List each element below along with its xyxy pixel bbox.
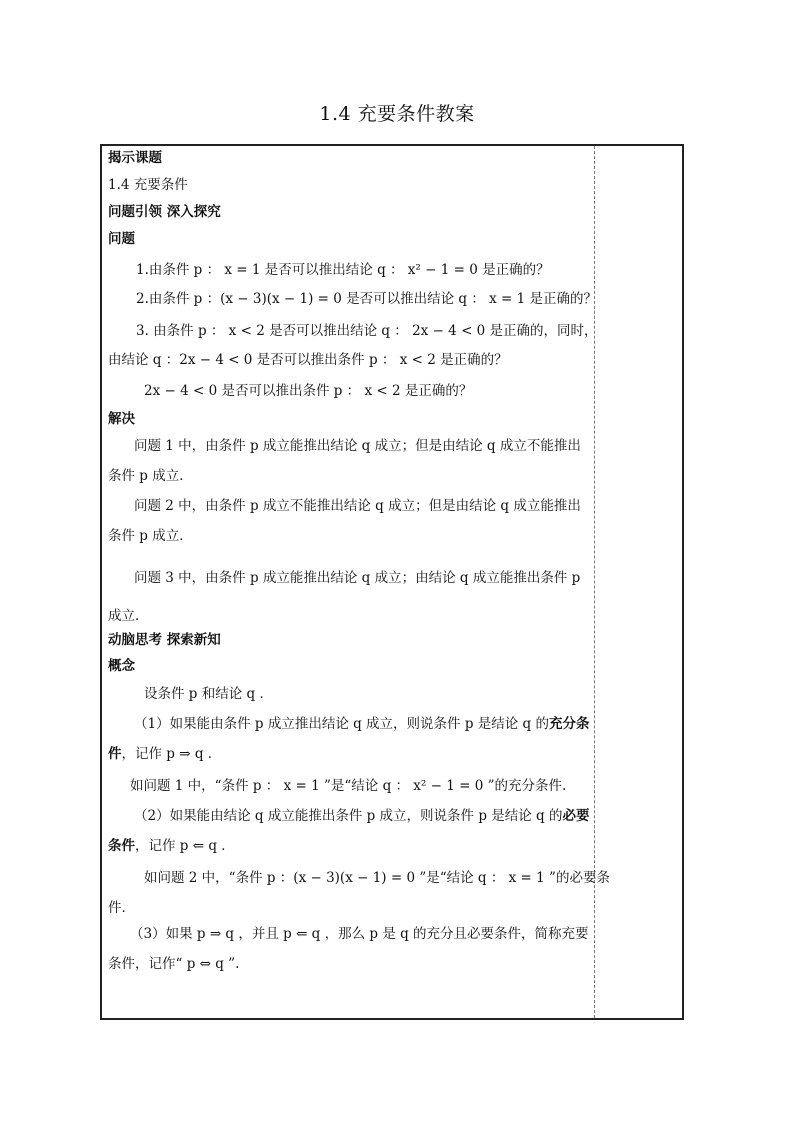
example-necessary: 如问题 2 中，“条件 p ：(x − 3)(x − 1) = 0 ”是“结论 q ： x = 1 ”的必要条 [144, 870, 610, 886]
term-sufficient-a: 充分条 [549, 716, 590, 732]
solution-1-continued: 条件 p 成立． [108, 468, 193, 484]
concept-sufficient-text: （1）如果能由条件 p 成立推出结论 q 成立，则说条件 p 是结论 q 的 [134, 716, 549, 732]
concept-necessary-sufficient-continued: 条件，记作“ p ⇔ q ”. [108, 956, 240, 972]
term-sufficient-b: 件 [108, 746, 122, 762]
question-2: 2.由条件 p ：(x − 3)(x − 1) = 0 是否可以推出结论 q ： x = 1 是正确的？ [136, 291, 598, 307]
term-necessary-a: 必要 [562, 808, 590, 824]
question-3: 3. 由条件 p ： x < 2 是否可以推出结论 q ： 2x − 4 < 0 是正确的，同时， [136, 323, 598, 339]
concept-necessary-continued [108, 836, 235, 856]
solution-1: 问题 1 中，由条件 p 成立能推出结论 q 成立；但是由结论 q 成立不能推出 [134, 438, 581, 454]
page-title: 1.4 充要条件教案 [319, 103, 475, 125]
concept-sufficient [134, 714, 590, 734]
topic-text: 1.4 充要条件 [108, 177, 188, 193]
section-heading-thinking: 动脑思考 探索新知 [108, 632, 221, 648]
concept-sufficient-continued [108, 744, 221, 764]
lesson-table [100, 144, 684, 1020]
solution-2-continued: 条件 p 成立． [108, 528, 193, 544]
solution-3-continued: 成立． [108, 608, 149, 624]
sub-heading-solution: 解决 [108, 411, 135, 427]
question-3-extra: 2x − 4 < 0 是否可以推出条件 p ： x < 2 是正确的？ [144, 383, 473, 399]
example-necessary-continued: 件． [108, 900, 135, 916]
sub-heading-concept: 概念 [108, 658, 135, 674]
concept-necessary-sufficient: （3）如果 p ⇒ q ，并且 p ⇐ q ，那么 p 是 q 的充分且必要条件，简称充要 [130, 926, 589, 942]
question-1: 1.由条件 p ： x = 1 是否可以推出结论 q ： x² − 1 = 0 是正确的？ [136, 262, 550, 278]
concept-necessary-text: （2）如果能由结论 q 成立能推出条件 p 成立，则说条件 p 是结论 q 的 [134, 808, 563, 824]
term-necessary-b: 条件 [108, 838, 135, 854]
notation-necessary: ，记作 p ⇐ q ． [135, 838, 235, 854]
concept-intro: 设条件 p 和结论 q ． [144, 686, 273, 702]
section-heading-topic: 揭示课题 [108, 150, 162, 166]
question-3-continued: 由结论 q ：2x − 4 < 0 是否可以推出条件 p ： x < 2 是正确的？ [108, 352, 508, 368]
concept-necessary [134, 806, 590, 826]
example-sufficient: 如问题 1 中，“条件 p ： x = 1 ”是“结论 q ： x² − 1 = 0 ”的充分条件. [130, 778, 567, 794]
solution-2: 问题 2 中，由条件 p 成立不能推出结论 q 成立；但是由结论 q 成立能推出 [134, 498, 581, 514]
notation-sufficient: ，记作 p ⇒ q ． [121, 746, 222, 762]
solution-3: 问题 3 中，由条件 p 成立能推出结论 q 成立；由结论 q 成立能推出条件 p [134, 570, 581, 586]
sub-heading-questions: 问题 [108, 231, 135, 247]
section-heading-inquiry: 问题引领 深入探究 [108, 204, 221, 220]
